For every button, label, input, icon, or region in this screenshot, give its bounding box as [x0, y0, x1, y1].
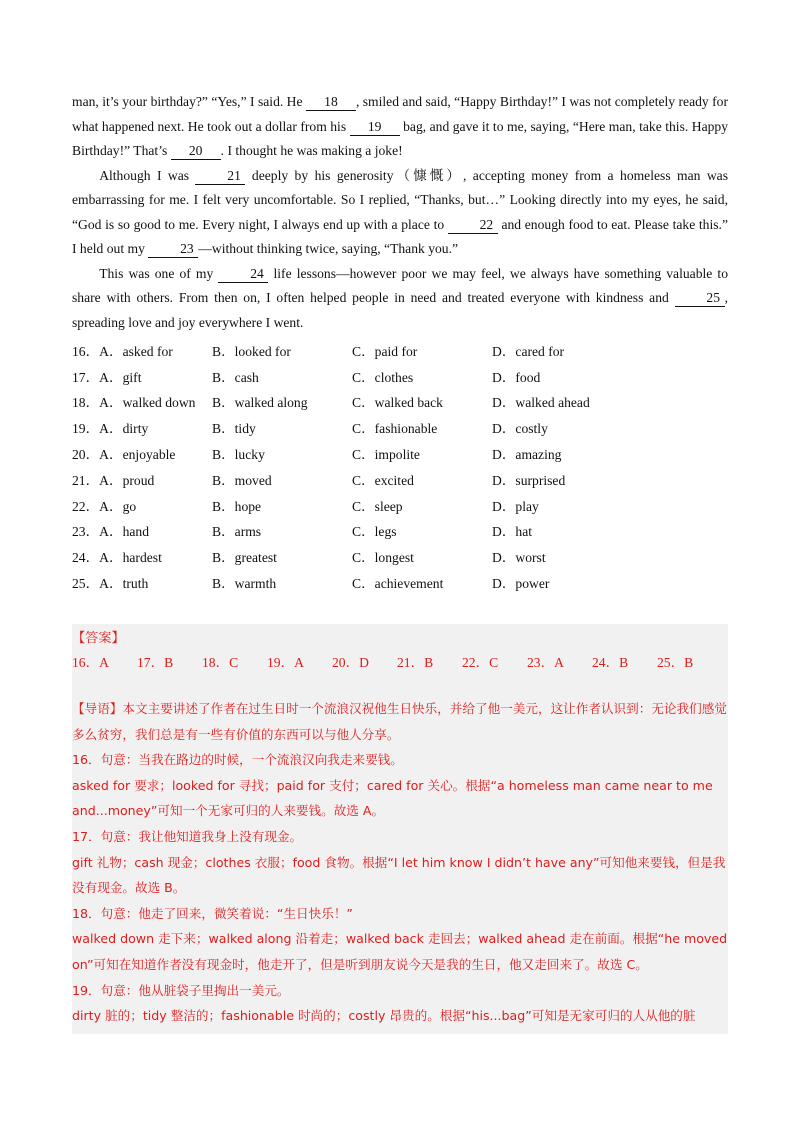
option-a: 17．A．gift: [72, 369, 142, 385]
option-row-18: [72, 389, 728, 415]
option-c: C．sleep: [352, 498, 403, 514]
blank-21: 21: [195, 168, 245, 185]
option-a: 21．A．proud: [72, 472, 155, 488]
answer-item: 17．B: [137, 655, 174, 670]
answer-key-row: [72, 648, 728, 674]
option-b: B．lucky: [212, 447, 265, 463]
option-a: 19．A．dirty: [72, 421, 149, 437]
option-b: B．tidy: [212, 421, 256, 437]
option-a: 22．A．go: [72, 498, 137, 514]
explanation-18-detail: walked down 走下来；walked along 沿着走；walked back 走回去；walked ahead 走在前面。根据“he moved on”可知在知道作者没有现金时，他走开了，但是听到朋友说今天是我的生日，他又走回来了。故选 C。: [72, 931, 728, 972]
explanation-19-detail: dirty 脏的；tidy 整洁的；fashionable 时尚的；costly 昂贵的。根据“his...bag”可知是无家可归的人从他的脏: [72, 1008, 696, 1024]
option-row-25: [72, 569, 728, 595]
option-c: C．longest: [352, 550, 414, 566]
text-run: Although I was: [99, 167, 196, 183]
text-run: deeply by his generosity（慷慨）, accepting money from a homeless man was embarrassing for me. I felt very uncomfortable. So I replied, “Thanks, but…” Looking directly into my eyes, he said, “God is so good to me. Every night, I always end up with a place to: [72, 167, 728, 232]
option-d: D．amazing: [492, 447, 562, 463]
option-c: C．excited: [352, 472, 414, 488]
option-row-21: [72, 466, 728, 492]
option-b: B．moved: [212, 472, 272, 488]
options-list: [72, 337, 728, 595]
answer-item: 21．B: [397, 655, 434, 670]
blank-25: 25: [675, 290, 725, 307]
text-run: , smiled and said, “Happy Birthday!” I was not completely ready for what happened next. He took out a dollar from his: [72, 94, 728, 134]
answer-item: 22．C: [462, 655, 499, 670]
option-c: C．walked back: [352, 395, 443, 411]
option-c: C．paid for: [352, 343, 418, 359]
option-b: B．hope: [212, 498, 262, 514]
blank-18: 18: [306, 94, 356, 111]
text-run: life lessons—however poor we may feel, we always have something valuable to share with others. From then on, I often helped people in need and treated everyone with kindness and: [72, 265, 728, 305]
guide-text: 【导语】本文主要讲述了作者在过生日时一个流浪汉祝他生日快乐，并给了他一美元，这让作者认识到：无论我们感觉多么贫穷，我们总是有一些有价值的东西可以与他人分享。: [72, 701, 727, 742]
answer-item: 18．C: [202, 655, 239, 670]
text-run: , spreading love and joy everywhere I went.: [72, 290, 728, 330]
option-b: B．arms: [212, 524, 262, 540]
text-run: man, it’s your birthday?” “Yes,” I said. He: [72, 94, 306, 109]
option-a: 18．A．walked down: [72, 395, 196, 411]
option-c: C．achievement: [352, 576, 444, 592]
option-d: D．hat: [492, 524, 533, 540]
answer-item: 16．A: [72, 655, 110, 670]
blank-22: 22: [448, 217, 498, 234]
explanation-18-meaning: 18．句意：他走了回来，微笑着说：“生日快乐！”: [72, 905, 353, 921]
option-a: 23．A．hand: [72, 524, 150, 540]
option-row-24: [72, 543, 728, 569]
text-run: . I thought he was making a joke!: [220, 143, 403, 158]
answer-content: [72, 624, 728, 1029]
text-run: and enough food to eat. Please take this.” I held out my: [72, 216, 728, 256]
blank-20: 20: [171, 143, 221, 160]
option-d: D．play: [492, 498, 539, 514]
spacer: [72, 674, 728, 696]
passage-paragraph-3: [72, 262, 728, 336]
explanation-17-detail: gift 礼物；cash 现金；clothes 衣服；food 食物。根据“I let him know I didn’t have any”可知他来要钱，但是我没有现金。故选 B。: [72, 854, 726, 896]
option-d: D．food: [492, 369, 541, 385]
option-d: D．worst: [492, 550, 546, 566]
answer-section: [72, 624, 728, 1034]
text-run: bag, and gave it to me, saying, “Here man, take this. Happy Birthday!” That’s: [72, 118, 728, 158]
option-row-23: [72, 518, 728, 544]
option-a: 20．A．enjoyable: [72, 447, 176, 463]
option-b: B．cash: [212, 369, 259, 385]
passage-paragraph-1: [72, 90, 728, 164]
option-a: 24．A．hardest: [72, 550, 162, 566]
blank-23: 23: [148, 241, 198, 258]
option-b: B．greatest: [212, 550, 277, 566]
option-b: B．warmth: [212, 576, 277, 592]
option-d: D．cared for: [492, 343, 565, 359]
blank-24: 24: [218, 266, 268, 283]
option-row-16: [72, 337, 728, 363]
explanation-19-meaning: 19．句意：他从脏袋子里掏出一美元。: [72, 982, 290, 998]
question-section: [72, 90, 728, 595]
explanation-17-meaning: 17．句意：我让他知道我身上没有现金。: [72, 828, 303, 844]
answer-item: 24．B: [592, 655, 629, 670]
answer-item: 19．A: [267, 655, 305, 670]
option-c: C．impolite: [352, 447, 420, 463]
option-d: D．walked ahead: [492, 395, 590, 411]
option-b: B．looked for: [212, 343, 291, 359]
text-run: This was one of my: [99, 265, 219, 281]
blank-19: 19: [350, 119, 400, 136]
option-a: 16．A．asked for: [72, 343, 173, 359]
explanation-16-meaning: 16．句意：当我在路边的时候，一个流浪汉向我走来要钱。: [72, 752, 403, 768]
option-d: D．surprised: [492, 472, 566, 488]
option-row-22: [72, 492, 728, 518]
option-a: 25．A．truth: [72, 576, 149, 592]
option-d: D．costly: [492, 421, 548, 437]
option-b: B．walked along: [212, 395, 308, 411]
explanation-16-detail: asked for 要求；looked for 寻找；paid for 支付；cared for 关心。根据“a homeless man came near to me and...money”可知一个无家可归的人来要钱。故选 A。: [72, 777, 713, 819]
answer-title: 【答案】: [72, 630, 125, 646]
answer-item: 20．D: [332, 655, 370, 670]
option-c: C．clothes: [352, 369, 414, 385]
option-c: C．fashionable: [352, 421, 438, 437]
text-run: —without thinking twice, saying, “Thank you.”: [198, 241, 459, 256]
option-row-17: [72, 363, 728, 389]
answer-item: 25．B: [657, 655, 694, 670]
option-row-19: [72, 414, 728, 440]
passage-paragraph-2: [72, 164, 728, 262]
option-c: C．legs: [352, 524, 397, 540]
answer-item: 23．A: [527, 655, 565, 670]
option-row-20: [72, 440, 728, 466]
option-d: D．power: [492, 576, 550, 592]
